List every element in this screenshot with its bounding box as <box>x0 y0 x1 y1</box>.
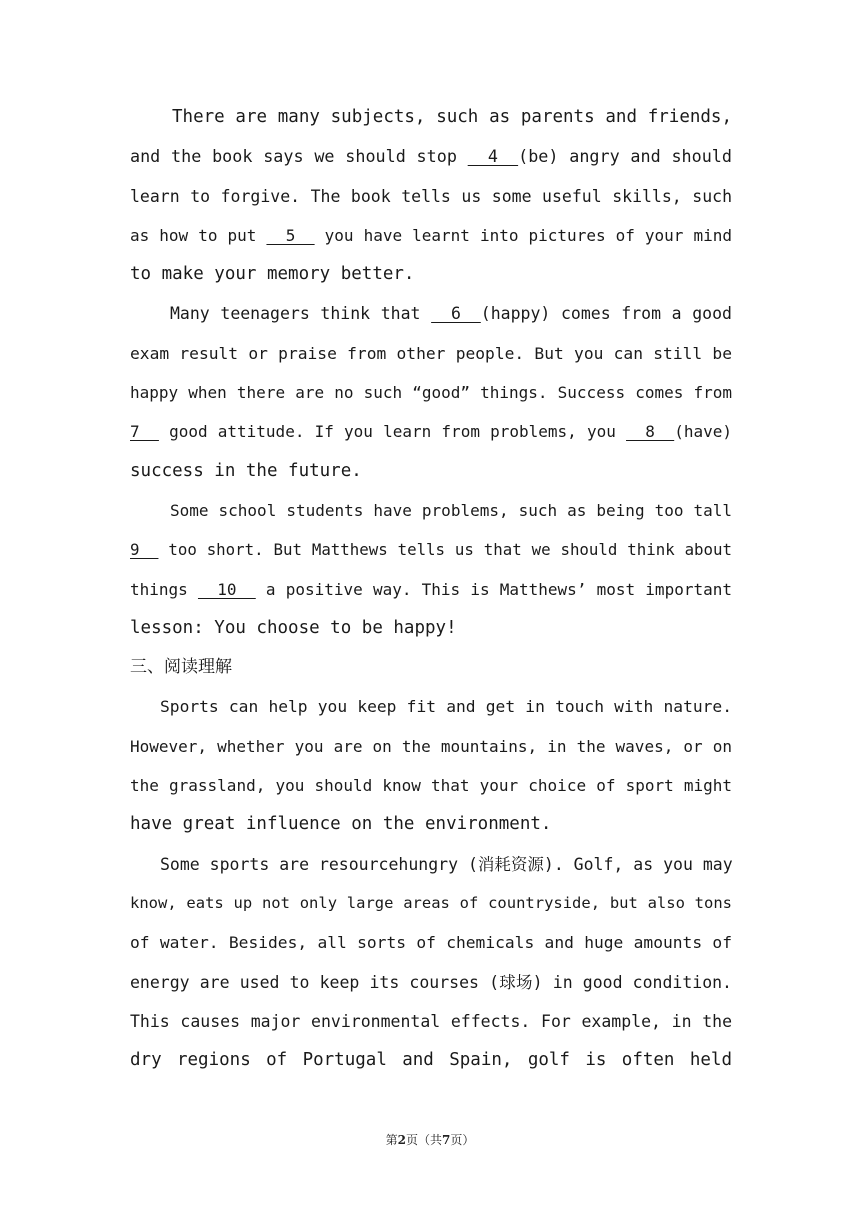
passage-text: (be) angry and should <box>518 146 732 167</box>
reading-line <box>130 766 732 805</box>
passage-text: as how to put <box>130 225 267 245</box>
reading-text: Some sports are resourcehungry (消耗资源). Golf, as you may <box>160 854 733 874</box>
passage-text: happy when there are no such “good” things. Success comes from <box>130 383 732 403</box>
blank-10[interactable]: 10 <box>197 579 256 599</box>
reading-line <box>130 1041 732 1080</box>
reading-text: know, eats up not only large areas of countryside, but also tons <box>130 893 732 912</box>
blank-4[interactable]: 4 <box>467 146 519 167</box>
passage-line <box>130 334 732 373</box>
section-heading: 三、阅读理解 <box>130 657 232 678</box>
blank-9[interactable]: 9 <box>130 540 159 560</box>
reading-line <box>130 884 732 923</box>
blank-7[interactable]: 7 <box>130 422 159 442</box>
reading-line <box>130 923 732 962</box>
passage-line <box>130 491 732 530</box>
reading-line <box>130 1002 732 1041</box>
passage-line <box>130 255 732 294</box>
blank-8[interactable]: 8 <box>626 422 675 442</box>
passage-text: things <box>130 579 198 599</box>
footer-text: 第 <box>385 1133 398 1147</box>
passage-text: (have) <box>674 422 732 442</box>
passage-text: success in the future. <box>130 460 362 481</box>
passage-text: a positive way. This is Matthews’ most important <box>255 579 732 599</box>
passage-text: exam result or praise from other people. But you can still be <box>130 343 732 363</box>
blank-5[interactable]: 5 <box>266 225 315 245</box>
passage-line <box>130 609 732 648</box>
passage-text: good attitude. If you learn from problems, you <box>158 422 627 442</box>
passage-text: (happy) comes from a good <box>480 304 732 324</box>
passage-text: too short. But Matthews tells us that we should think about <box>158 540 732 560</box>
passage-text: to make your memory better. <box>130 264 415 285</box>
passage-text: Some school students have problems, such as being too tall <box>170 500 732 520</box>
reading-text: dry regions of Portugal and Spain, golf is often held <box>130 1050 732 1071</box>
reading-line <box>130 727 732 766</box>
footer-text: 页（共 <box>405 1133 442 1147</box>
passage-text: lesson: You choose to be happy! <box>130 617 457 638</box>
reading-text: Sports can help you keep fit and get in touch with nature. <box>160 697 732 717</box>
reading-text: have great influence on the environment. <box>130 814 552 835</box>
reading-text: energy are used to keep its courses (球场) in good condition. <box>130 972 732 992</box>
passage-text: Many teenagers think that <box>170 304 432 324</box>
passage-line <box>130 177 732 216</box>
passage-line <box>130 137 732 176</box>
passage-line <box>130 216 732 255</box>
passage-line <box>130 570 732 609</box>
reading-line <box>130 805 732 844</box>
passage-line <box>130 98 732 137</box>
passage-text: There are many subjects, such as parents and friends, <box>172 107 732 127</box>
passage-text: you have learnt into pictures of your mind <box>314 225 733 245</box>
passage-line <box>130 294 732 333</box>
reading-text: This causes major environmental effects. For example, in the <box>130 1011 732 1031</box>
document-body <box>130 98 732 1080</box>
passage-text: and the book says we should stop <box>130 146 468 167</box>
passage-line <box>130 530 732 569</box>
blank-6[interactable]: 6 <box>431 304 481 324</box>
reading-text: of water. Besides, all sorts of chemicals and huge amounts of <box>130 933 732 953</box>
reading-line <box>130 845 732 884</box>
page-number: 2 <box>397 1133 406 1147</box>
total-pages: 7 <box>442 1133 451 1147</box>
reading-text: However, whether you are on the mountains, in the waves, or on <box>130 736 732 756</box>
reading-text: the grassland, you should know that your choice of sport might <box>130 776 732 796</box>
page-footer <box>0 1131 860 1148</box>
passage-text: learn to forgive. The book tells us some useful skills, such <box>130 186 732 206</box>
passage-line <box>130 373 732 412</box>
passage-line <box>130 412 732 451</box>
reading-line <box>130 687 732 726</box>
reading-line <box>130 963 732 1002</box>
passage-line <box>130 452 732 491</box>
footer-text: 页） <box>450 1133 475 1147</box>
